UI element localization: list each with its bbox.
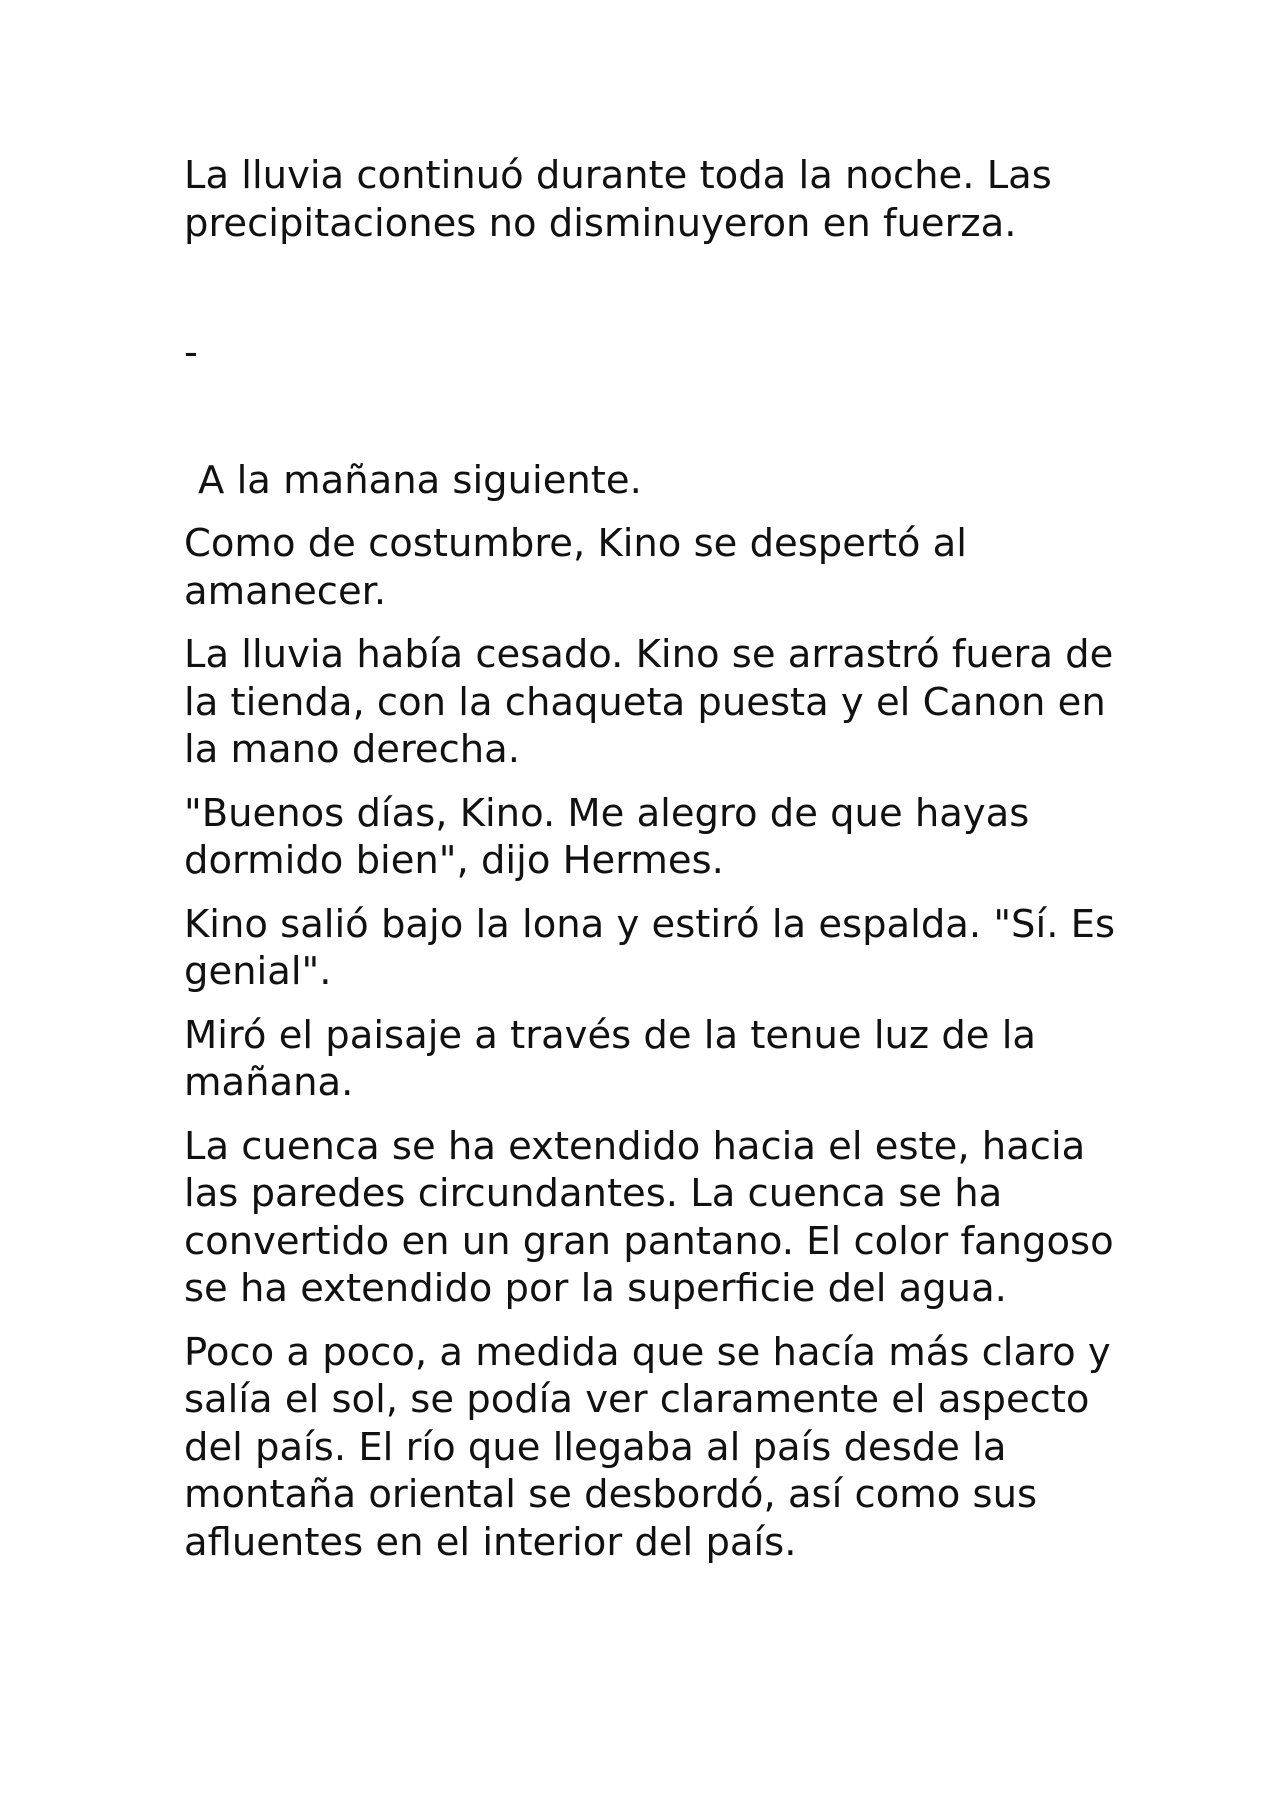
paragraph-basin: La cuenca se ha extendido hacia el este, hacia las paredes circundantes. La cuenca se ha convertido en un gran pantano. El color fangoso se ha extendido por la superficie del agua. — [184, 1123, 1114, 1311]
paragraph-landscape: Miró el paisaje a través de la tenue luz de la mañana. — [184, 1012, 1037, 1105]
paragraph-next-morning: A la mañana siguiente. — [198, 457, 642, 503]
paragraph-rain-night: La lluvia continuó durante toda la noche. Las precipitaciones no disminuyeron en fuerza. — [184, 153, 1052, 246]
document-page — [184, 152, 1124, 1582]
paragraph-country-view: Poco a poco, a medida que se hacía más claro y salía el sol, se podía ver claramente el aspecto del país. El río que llegaba al país desde la montaña oriental se desbordó, así como sus afluentes en el interior del país. — [184, 1329, 1111, 1565]
paragraph-kino-wakes: Como de costumbre, Kino se despertó al amanecer. — [184, 521, 967, 614]
paragraph-kino-stretches: Kino salió bajo la lona y estiró la espalda. "Sí. Es genial". — [184, 901, 1116, 994]
paragraph-hermes-greeting: "Buenos días, Kino. Me alegro de que hayas dormido bien", dijo Hermes. — [184, 790, 1030, 883]
paragraph-rain-stopped: La lluvia había cesado. Kino se arrastró fuera de la tienda, con la chaqueta puesta y el Canon en la mano derecha. — [184, 632, 1114, 772]
scene-separator: - — [184, 330, 198, 375]
